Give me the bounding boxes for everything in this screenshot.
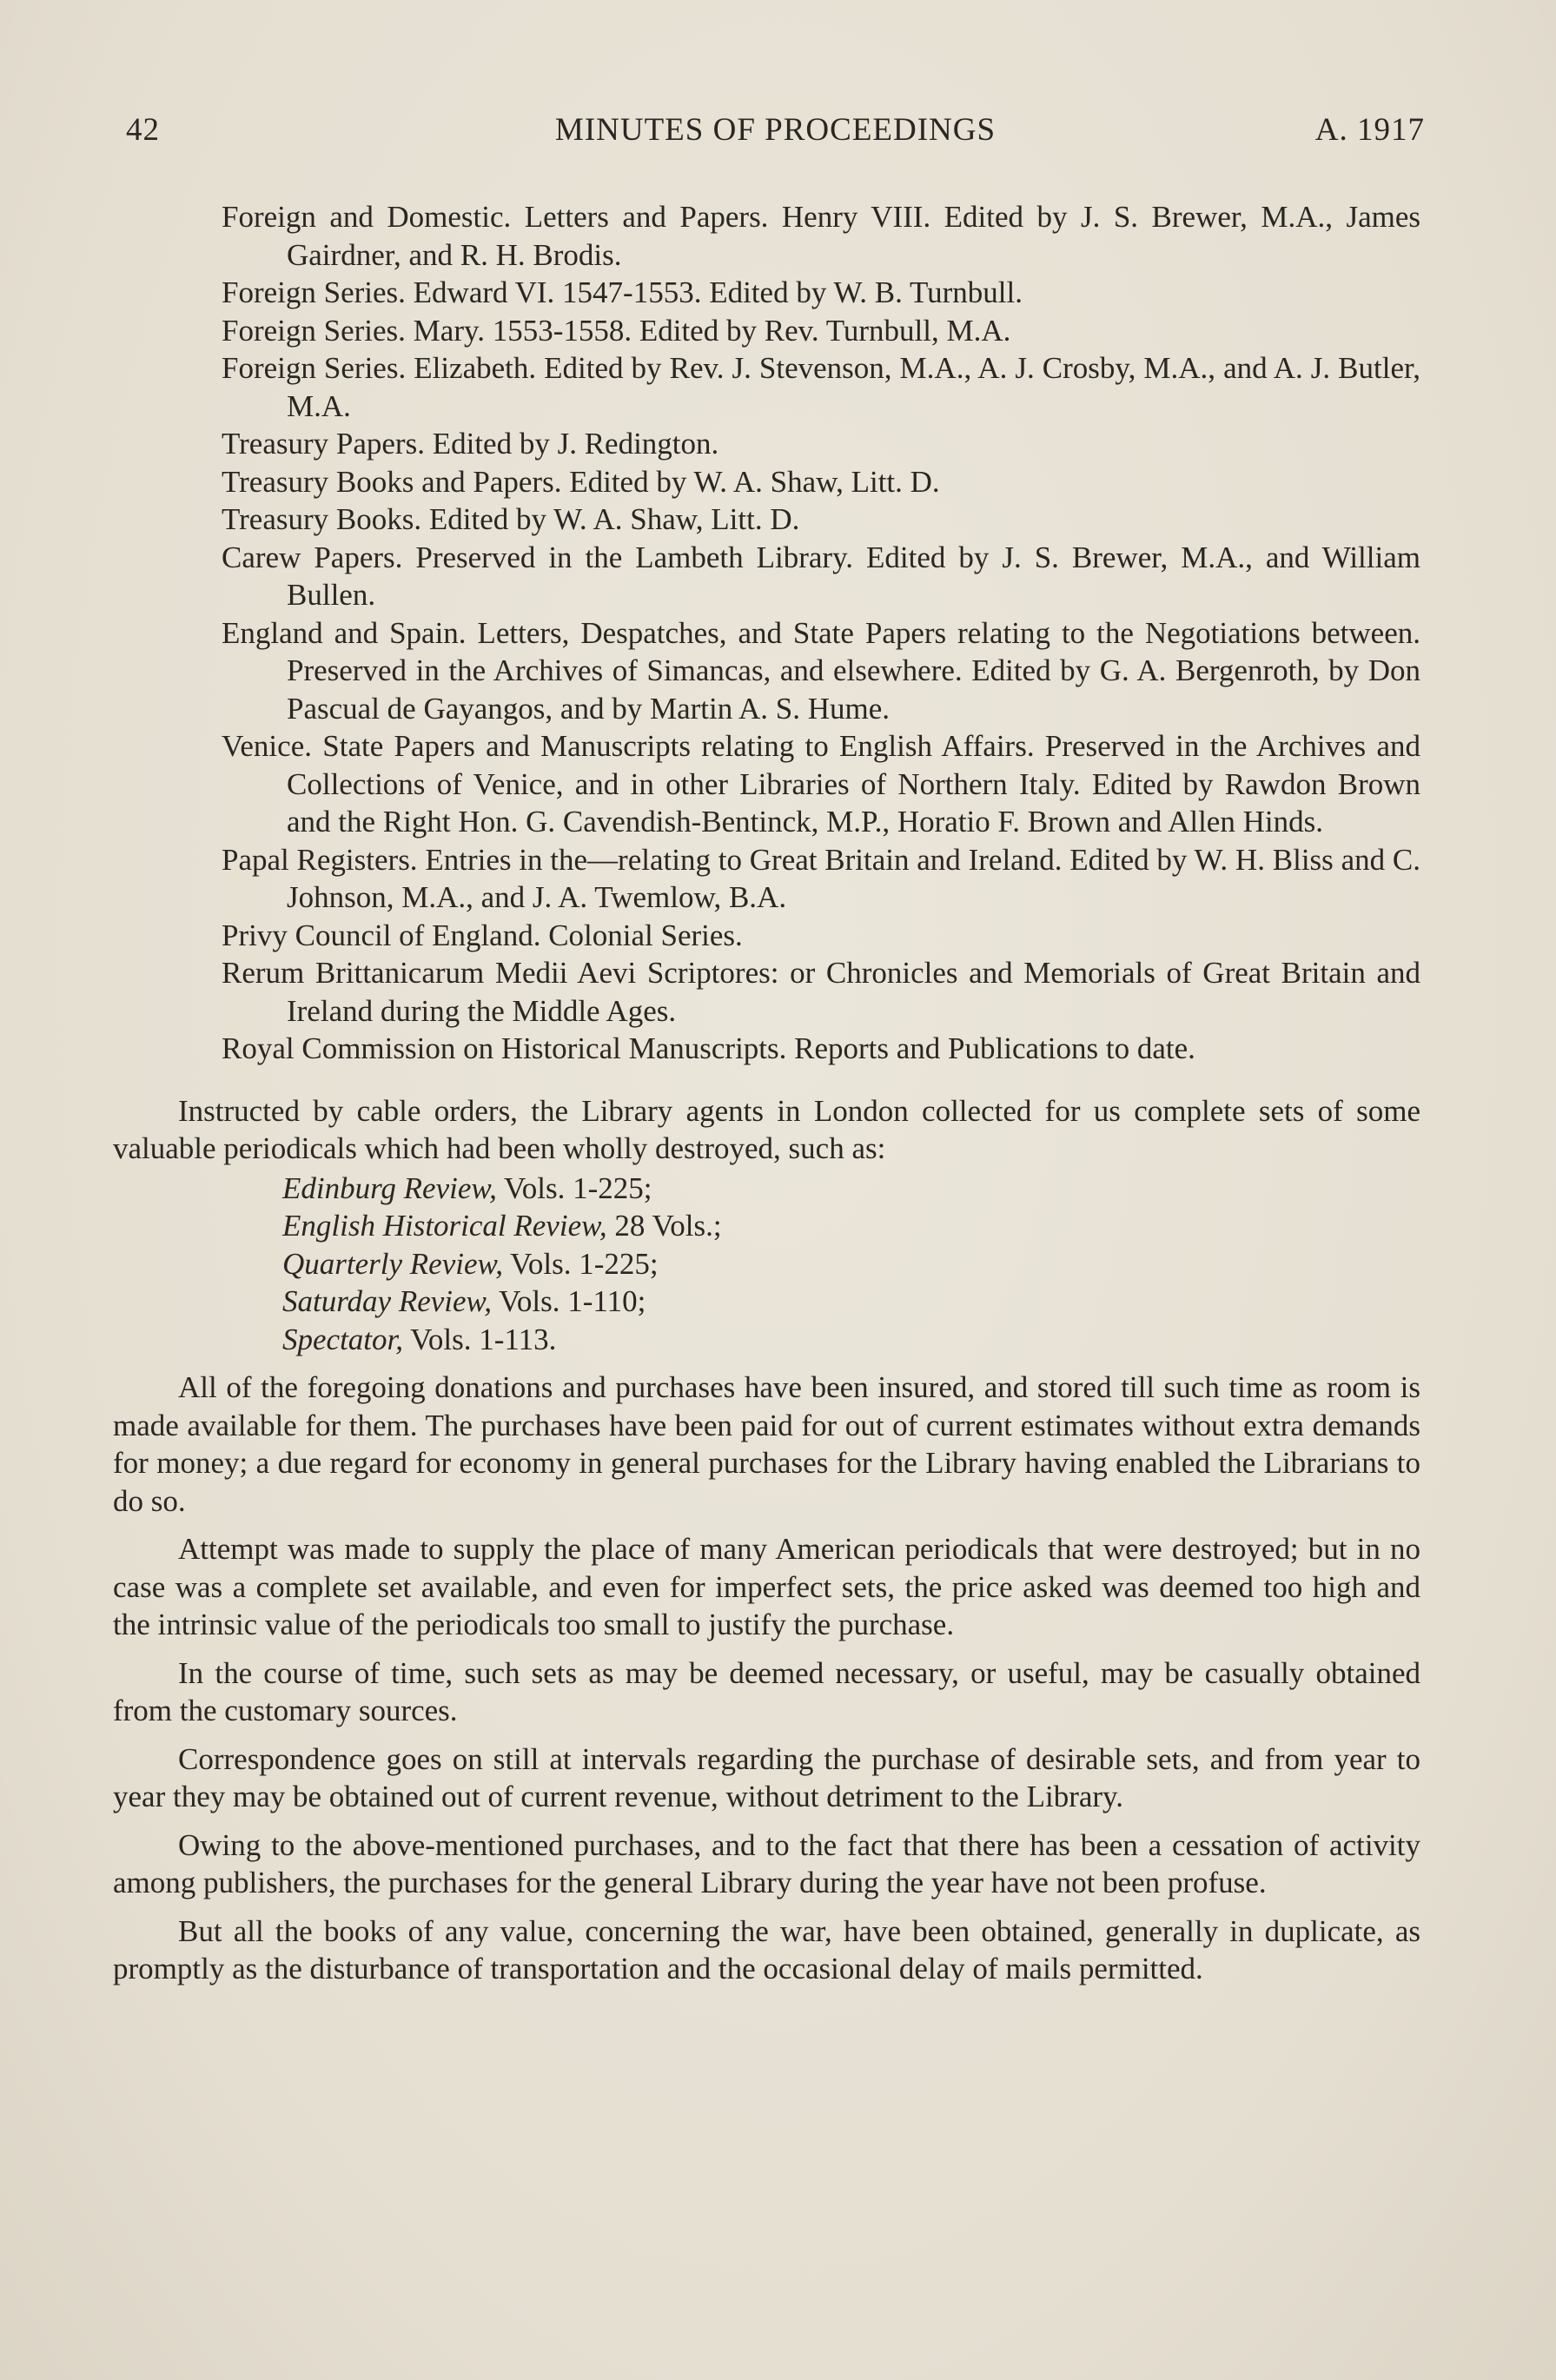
periodical-title: English Historical Review,: [282, 1209, 607, 1243]
periodical-item: [282, 1321, 1420, 1359]
periodical-detail: 28 Vols.;: [606, 1209, 722, 1243]
page-body: [113, 198, 1420, 1988]
catalog-entry: Papal Registers. Entries in the—relating to Great Britain and Ireland. Edited by W. H. Bliss and C. Johnson, M.A., and J. A. Twemlow, B.A.: [222, 842, 1420, 914]
body-paragraph: In the course of time, such sets as may be deemed necessary, or useful, may be casually obtained from the customary sources.: [113, 1655, 1420, 1727]
periodicals-list: [282, 1170, 1420, 1359]
catalog-entry: Treasury Books and Papers. Edited by W. A. Shaw, Litt. D.: [222, 464, 940, 499]
periodical-item: [282, 1283, 1420, 1321]
catalog-entry: England and Spain. Letters, Despatches, and State Papers relating to the Negotiations between. Preserved in the Archives of Simancas, and elsewhere. Edited by G. A. Bergenroth, by Don Pascual de Gayangos, and by Martin A. S. Hume.: [222, 615, 1420, 726]
periodical-detail: Vols. 1-110;: [492, 1284, 646, 1318]
catalog-entry: Foreign and Domestic. Letters and Papers. Henry VIII. Edited by J. S. Brewer, M.A., James Gairdner, and R. H. Brodis.: [222, 200, 1420, 272]
page-number: 42: [126, 112, 160, 148]
periodical-item: [282, 1207, 1420, 1245]
catalog-entry: Carew Papers. Preserved in the Lambeth Library. Edited by J. S. Brewer, M.A., and William Bullen.: [222, 540, 1420, 612]
periodical-item: [282, 1170, 1420, 1208]
catalog-list: [222, 198, 1420, 1068]
catalog-entry: Treasury Papers. Edited by J. Redington.: [222, 427, 719, 461]
periodical-detail: Vols. 1-225;: [496, 1170, 652, 1205]
running-title: MINUTES OF PROCEEDINGS: [554, 112, 997, 148]
catalog-entry: Foreign Series. Edward VI. 1547-1553. Edited by W. B. Turnbull.: [222, 275, 1023, 309]
body-paragraph: Correspondence goes on still at intervals regarding the purchase of desirable sets, and from year to year they may be obtained out of current revenue, without detriment to the Library.: [113, 1741, 1420, 1813]
catalog-entry: Royal Commission on Historical Manuscripts. Reports and Publications to date.: [222, 1031, 1195, 1065]
periodical-detail: Vols. 1-225;: [503, 1246, 659, 1281]
periodical-item: [282, 1245, 1420, 1283]
catalog-entry: Privy Council of England. Colonial Series.: [222, 918, 743, 952]
catalog-entry: Rerum Brittanicarum Medii Aevi Scriptores: or Chronicles and Memorials of Great Britain and Ireland during the Middle Ages.: [222, 956, 1420, 1028]
periodical-title: Quarterly Review,: [282, 1246, 503, 1281]
catalog-entry: Foreign Series. Elizabeth. Edited by Rev. J. Stevenson, M.A., A. J. Crosby, M.A., and A. J. Butler, M.A.: [222, 351, 1420, 423]
periodical-title: Spectator,: [282, 1322, 404, 1356]
catalog-entry: Treasury Books. Edited by W. A. Shaw, Litt. D.: [222, 502, 800, 536]
periodical-detail: Vols. 1-113.: [403, 1322, 557, 1356]
catalog-entry: Foreign Series. Mary. 1553-1558. Edited by Rev. Turnbull, M.A.: [222, 313, 1011, 348]
body-paragraph: But all the books of any value, concerning the war, have been obtained, generally in duplicate, as promptly as the disturbance of transportation and the occasional delay of mails permitted.: [113, 1913, 1420, 1986]
body-paragraph: Owing to the above-mentioned purchases, and to the fact that there has been a cessation of activity among publishers, the purchases for the general Library during the year have not been profuse.: [113, 1827, 1420, 1899]
page-header: [126, 111, 1425, 163]
header-year: A. 1917: [1314, 112, 1425, 148]
body-paragraph: Attempt was made to supply the place of many American periodicals that were destroyed; but in no case was a complete set available, and even for imperfect sets, the price asked was deemed too high and the intrinsic value of the periodicals too small to justify the purchase.: [113, 1532, 1420, 1641]
intro-paragraph: Instructed by cable orders, the Library agents in London collected for us complete sets of some valuable periodicals which had been wholly destroyed, such as:: [113, 1093, 1420, 1165]
periodical-title: Edinburg Review,: [282, 1170, 497, 1205]
catalog-entry: Venice. State Papers and Manuscripts relating to English Affairs. Preserved in the Archives and Collections of Venice, and in other Libraries of Northern Italy. Edited by Rawdon Brown and the Right Hon. G. Cavendish-Bentinck, M.P., Horatio F. Brown and Allen Hinds.: [222, 729, 1420, 839]
body-paragraph: All of the foregoing donations and purchases have been insured, and stored till such time as room is made available for them. The purchases have been paid for out of current estimates without extra demands for money; a due regard for economy in general purchases for the Library having enabled the Librarians to do so.: [113, 1370, 1420, 1518]
periodical-title: Saturday Review,: [282, 1284, 493, 1318]
